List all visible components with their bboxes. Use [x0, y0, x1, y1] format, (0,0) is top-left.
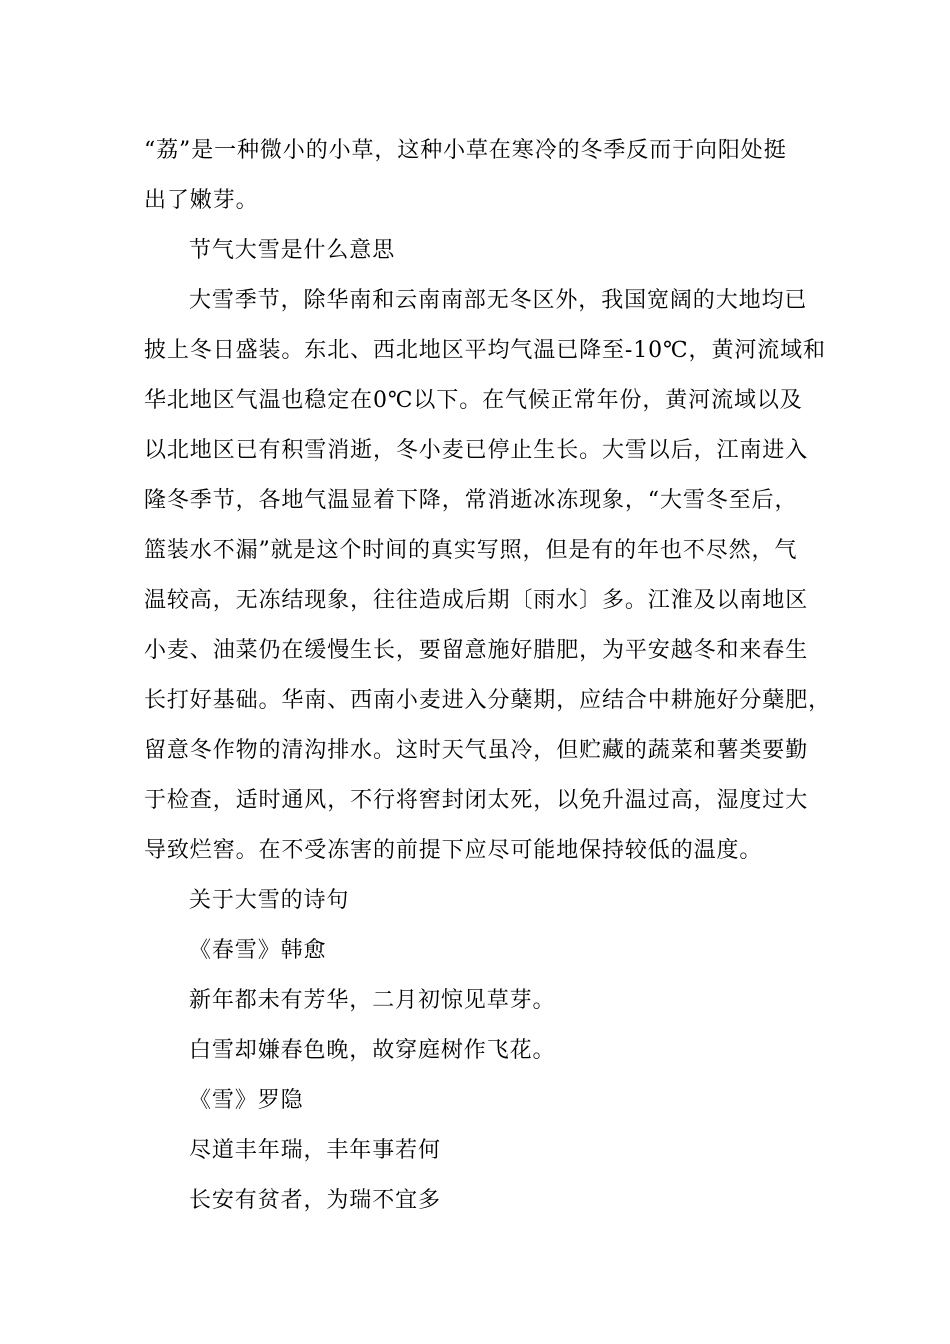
section-heading-poems: 关于大雪的诗句 [189, 888, 350, 913]
intro-line: “荔”是一种微小的小草，这种小草在寒冷的冬季反而于向阳处挺 [144, 138, 787, 163]
body-line: 以北地区已有积雪消逝，冬小麦已停止生长。大雪以后，江南进入 [144, 438, 809, 463]
body-line: 温较高，无冻结现象，往往造成后期〔雨水〕多。江淮及以南地区 [144, 588, 809, 613]
body-line: 篮装水不漏”就是这个时间的真实写照，但是有的年也不尽然，气 [144, 538, 798, 563]
poem-line: 长安有贫者，为瑞不宜多 [189, 1188, 441, 1213]
body-line: 隆冬季节，各地气温显着下降，常消逝冰冻现象，“大雪冬至后， [144, 488, 798, 513]
body-line: 留意冬作物的清沟排水。这时天气虽冷，但贮藏的蔬菜和薯类要勤 [144, 738, 809, 763]
body-line: 导致烂窖。在不受冻害的前提下应尽可能地保持较低的温度。 [144, 838, 763, 863]
body-line: 长打好基础。华南、西南小麦进入分蘖期，应结合中耕施好分蘖肥， [144, 688, 832, 713]
body-line: 大雪季节，除华南和云南南部无冬区外，我国宽阔的大地均已 [189, 288, 808, 313]
poem-line: 白雪却嫌春色晚，故穿庭树作飞花。 [189, 1038, 556, 1063]
poem-title: 《春雪》韩愈 [189, 938, 327, 963]
body-line: 小麦、油菜仍在缓慢生长，要留意施好腊肥，为平安越冬和来春生 [144, 638, 809, 663]
poem-line: 尽道丰年瑞，丰年事若何 [189, 1138, 441, 1163]
section-heading-meaning: 节气大雪是什么意思 [189, 238, 396, 263]
poem-line: 新年都未有芳华，二月初惊见草芽。 [189, 988, 556, 1013]
body-line: 华北地区气温也稳定在0℃以下。在气候正常年份，黄河流域以及 [144, 388, 803, 413]
intro-line: 出了嫩芽。 [144, 188, 259, 213]
poem-title: 《雪》罗隐 [189, 1088, 304, 1113]
body-line: 披上冬日盛装。东北、西北地区平均气温已降至-10℃，黄河流域和 [144, 338, 826, 363]
body-line: 于检查，适时通风，不行将窖封闭太死，以免升温过高，湿度过大 [144, 788, 809, 813]
